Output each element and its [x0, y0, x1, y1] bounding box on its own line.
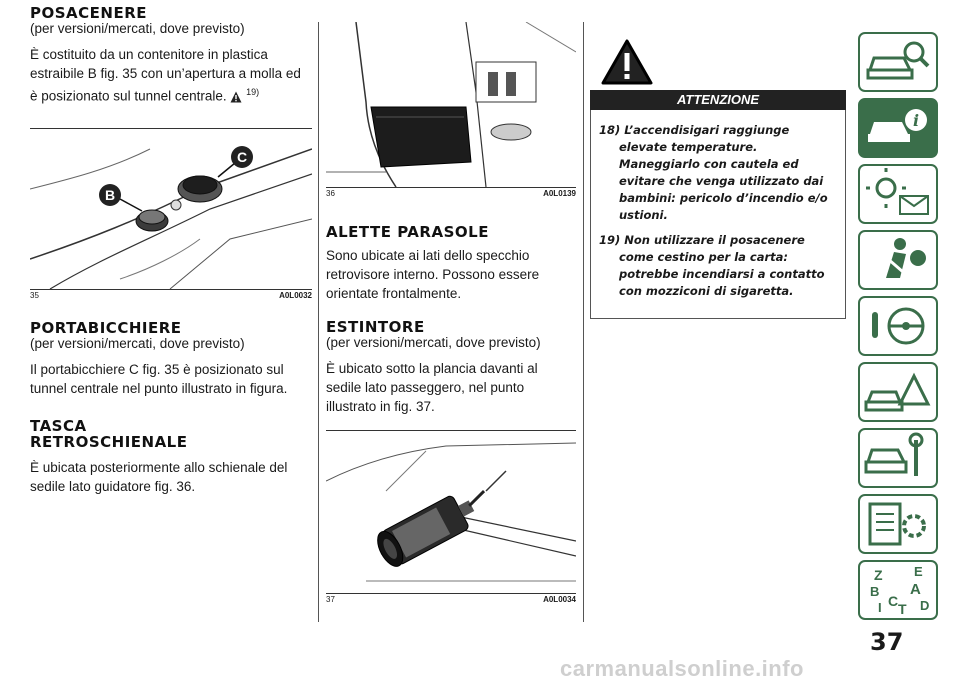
section-title-tasca: TASCA RETROSCHIENALE: [30, 416, 188, 451]
page-number: 37: [870, 628, 904, 656]
paragraph-alette: Sono ubicate ai lati dello specchio retrovisore interno. Possono essere orientate frontalmente.: [326, 248, 540, 301]
svg-text:C: C: [888, 593, 899, 609]
svg-text:E: E: [914, 564, 923, 579]
extinguisher-illustration: [326, 431, 576, 593]
section-title-estintore: ESTINTORE: [326, 318, 425, 336]
figure-number: 37: [326, 595, 335, 604]
spec-sheet-gear-icon: [860, 496, 936, 552]
svg-text:T: T: [898, 601, 907, 617]
figure-code: A0L0034: [543, 595, 576, 604]
warning-lights-icon: [860, 166, 936, 222]
steering-key-icon: [860, 298, 936, 354]
callout-c: C: [236, 148, 248, 165]
section-subtitle: (per versioni/mercati, dove previsto): [30, 335, 245, 351]
tab-dashboard[interactable]: [858, 32, 938, 92]
paragraph-portabicchiere: Il portabicchiere C fig. 35 è posizionato sul tunnel centrale nel punto illustrato in figura.: [30, 361, 288, 396]
section-title-posacenere: POSACENERE: [30, 4, 148, 22]
column-divider: [583, 22, 584, 622]
watermark: carmanualsonline.info: [560, 656, 804, 681]
svg-text:B: B: [870, 584, 880, 599]
figure-caption: [326, 595, 576, 607]
column-middle: [326, 0, 576, 604]
figure-caption: [30, 291, 312, 303]
tab-technical-data[interactable]: [858, 494, 938, 554]
warning-item-18: 18) L’accendisigari raggiunge elevate temperature. Maneggiarlo con cautela ed evitare che venga utilizzato dai bambini: pericolo d’incendio e/o ustioni.: [599, 123, 828, 222]
tab-starting-driving[interactable]: [858, 296, 938, 356]
tab-warning-lights[interactable]: [858, 164, 938, 224]
section-title-portabicchiere: PORTABICCHIERE: [30, 318, 182, 337]
car-search-icon: [860, 34, 936, 90]
column-left: [30, 0, 312, 506]
warning-title: ATTENZIONE: [590, 90, 846, 110]
tab-emergency[interactable]: [858, 362, 938, 422]
svg-text:A: A: [910, 581, 921, 598]
paragraph-estintore: È ubicato sotto la plancia davanti al sedile lato passeggero, nel punto illustrato in fig. 37.: [326, 361, 538, 414]
warning-ref-icon: [230, 91, 242, 103]
callout-b: B: [104, 186, 116, 203]
section-subtitle: (per versioni/mercati, dove previsto): [326, 335, 541, 350]
ashtray-cupholder-illustration: [30, 129, 312, 289]
svg-text:Z: Z: [874, 567, 883, 583]
section-title-alette: ALETTE PARASOLE: [326, 223, 489, 241]
car-wrench-icon: [860, 430, 936, 486]
tab-safety[interactable]: [858, 230, 938, 290]
svg-text:D: D: [920, 598, 930, 613]
paragraph-tasca: È ubicata posteriormente allo schienale del sedile lato guidatore fig. 36.: [30, 459, 288, 494]
warning-ref: 19): [246, 87, 260, 97]
figure-37: [326, 430, 576, 604]
tab-know-vehicle[interactable]: [858, 98, 938, 158]
figure-number: 35: [30, 290, 39, 300]
figure-caption: [326, 189, 576, 201]
tab-index[interactable]: [858, 560, 938, 620]
tab-maintenance[interactable]: [858, 428, 938, 488]
warning-triangle-icon: [600, 38, 654, 86]
column-divider: [318, 22, 319, 622]
seat-pocket-illustration: [326, 22, 576, 187]
svg-text:I: I: [878, 600, 882, 615]
figure-number: 36: [326, 189, 335, 198]
section-subtitle: (per versioni/mercati, dove previsto): [30, 21, 245, 36]
warning-box: [590, 110, 846, 319]
car-warning-triangle-icon: [860, 364, 936, 420]
column-right: [590, 0, 846, 319]
warning-item-19: 19) Non utilizzare il posacenere come cestino per la carta: potrebbe incendiarsi a contatto con mozziconi di sigaretta.: [599, 233, 825, 298]
paragraph-posacenere: È costituito da un contenitore in plastica estraibile B fig. 35 con un’apertura a molla ed è posizionato sul tunnel centrale. $^{19)}$: [30, 47, 301, 104]
figure-36: [326, 22, 576, 198]
figure-code: A0L0032: [279, 290, 312, 300]
figure-code: A0L0139: [543, 189, 576, 198]
figure-35: [30, 128, 312, 300]
svg-text:i: i: [912, 111, 920, 130]
alphabet-index-icon: [860, 562, 936, 618]
airbag-seatbelt-icon: [860, 232, 936, 288]
car-info-icon: [860, 100, 936, 156]
